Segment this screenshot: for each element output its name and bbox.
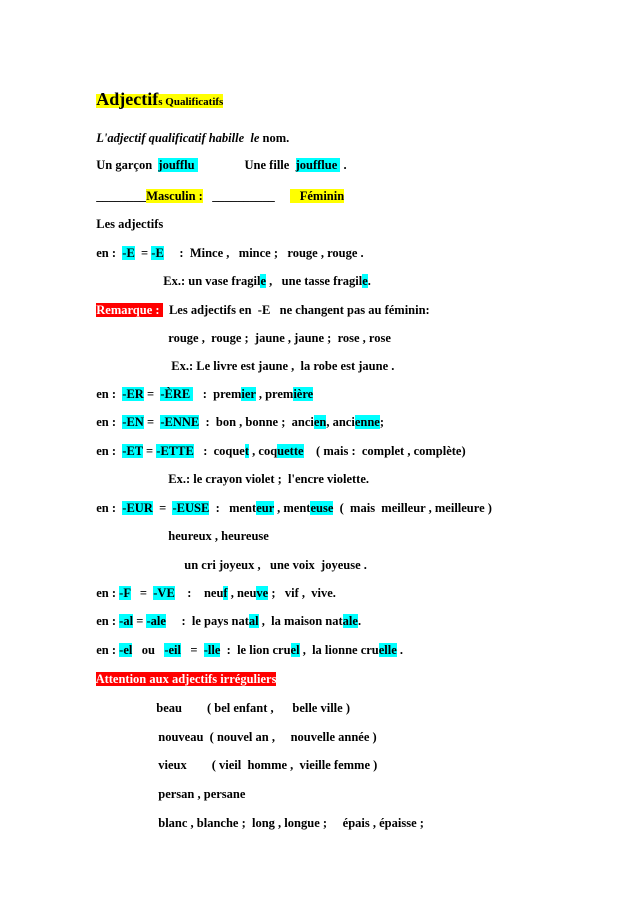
- text: en :: [96, 501, 123, 515]
- hl: e: [362, 274, 368, 288]
- suffix-fem: -E: [151, 246, 164, 260]
- definition-italic: L'adjectif qualificatif habille le: [96, 131, 260, 145]
- text: , la lionne cru: [299, 643, 379, 657]
- suffix-masc: -ET: [122, 444, 143, 458]
- text: Une fille: [197, 158, 296, 172]
- text: =: [133, 614, 147, 628]
- text: : prem: [193, 387, 242, 401]
- suffix-fem: -EUSE: [172, 501, 210, 515]
- text: .: [367, 274, 371, 288]
- hl: ve: [256, 586, 269, 600]
- irregular-persan: [152, 770, 245, 802]
- rule: __________: [202, 189, 291, 203]
- text: , anci: [326, 415, 355, 429]
- text: =: [142, 444, 157, 458]
- text: Ex.: le crayon violet ; l'encre violette.: [168, 472, 369, 486]
- text: beau ( bel enfant , belle ville ): [156, 701, 350, 715]
- definition-rest: nom.: [259, 131, 290, 145]
- rule: ________: [96, 189, 147, 203]
- text: .: [357, 614, 362, 628]
- text: =: [143, 415, 161, 429]
- text: blanc , blanche ; long , longue ; épais , épaisse ;: [158, 816, 424, 830]
- masculin-label: Masculin :: [146, 189, 203, 203]
- suffix-masc: -E: [122, 246, 135, 260]
- hl: enne: [354, 415, 380, 429]
- text: ( mais meilleur , meilleure ): [333, 501, 492, 515]
- text: persan , persane: [158, 787, 246, 801]
- hl: ier: [241, 387, 256, 401]
- suffix-fem: -ÈRE: [160, 387, 194, 401]
- text: vieux ( vieil homme , vieille femme ): [158, 758, 378, 772]
- text: : ment: [209, 501, 257, 515]
- suffix-fem: -lle: [203, 643, 221, 657]
- suffix-masc: -F: [119, 586, 131, 600]
- text: : Mince , mince ; rouge , rouge .: [163, 246, 364, 260]
- irregular-blanc: [152, 799, 424, 831]
- text: =: [152, 501, 173, 515]
- text: ou: [132, 643, 165, 657]
- example-fragile: [157, 257, 371, 289]
- hl: f: [223, 586, 228, 600]
- text: ;: [379, 415, 384, 429]
- feminin-label: Féminin: [290, 189, 345, 203]
- irregular-beau: [150, 684, 350, 716]
- text: =: [134, 246, 152, 260]
- text: =: [180, 643, 204, 657]
- text: : coque: [193, 444, 245, 458]
- hl: el: [290, 643, 300, 657]
- text: en :: [96, 387, 123, 401]
- hl: t: [244, 444, 250, 458]
- suffix-masc: -EN: [122, 415, 144, 429]
- title-sub: s Qualificatifs: [158, 96, 224, 108]
- text: nouveau ( nouvel an , nouvelle année ): [158, 730, 377, 744]
- text: ( mais : complet , complète): [303, 444, 466, 458]
- text: en :: [96, 586, 120, 600]
- text: ; vif , vive.: [268, 586, 336, 600]
- text: en :: [96, 246, 123, 260]
- text: , la maison nat: [258, 614, 343, 628]
- hl: elle: [378, 643, 397, 657]
- text: en :: [96, 614, 120, 628]
- text: en :: [96, 643, 120, 657]
- les-adjectifs-label: Les adjectifs: [96, 217, 164, 231]
- text: Ex.: Le livre est jaune , la robe est jaune .: [171, 359, 395, 373]
- suffix-fem: -VE: [153, 586, 175, 600]
- hl: ière: [293, 387, 314, 401]
- text: : neu: [174, 586, 224, 600]
- doc-title: [90, 75, 223, 110]
- suffix-fem: -ale: [146, 614, 166, 628]
- text: en :: [96, 415, 123, 429]
- highlight-joufflu: joufflu: [158, 158, 198, 172]
- hl: eur: [256, 501, 275, 515]
- text: en :: [96, 444, 123, 458]
- suffix-el: -el: [119, 643, 133, 657]
- rule-eur: [90, 484, 492, 516]
- title-main: Adjectif: [96, 89, 159, 109]
- text: : le lion cru: [220, 643, 291, 657]
- hl: euse: [310, 501, 334, 515]
- suffix-masc: -EUR: [122, 501, 153, 515]
- highlight-joufflue: joufflue: [295, 158, 341, 172]
- text: , coq: [249, 444, 278, 458]
- suffix-eil: -eil: [164, 643, 181, 657]
- text: .: [396, 643, 404, 657]
- text: : bon , bonne ; anci: [199, 415, 314, 429]
- text: =: [143, 387, 161, 401]
- text: heureux , heureuse: [168, 529, 269, 543]
- text: : le pays nat: [165, 614, 249, 628]
- hl: uette: [277, 444, 304, 458]
- text: Un garçon: [96, 158, 159, 172]
- suffix-masc: -al: [119, 614, 134, 628]
- text: , prem: [255, 387, 294, 401]
- suffix-masc: -ER: [122, 387, 144, 401]
- example-line-garcon: [90, 141, 347, 173]
- rule-en: [90, 398, 384, 430]
- text: , neu: [227, 586, 257, 600]
- text: Ex.: un vase fragil: [163, 274, 261, 288]
- example-crayon: [162, 455, 369, 487]
- section-heading: [90, 200, 163, 232]
- rule-el: [90, 626, 403, 658]
- suffix-fem: -ETTE: [156, 444, 194, 458]
- attention-badge: Attention aux adjectifs irréguliers: [95, 672, 277, 686]
- irregular-heading: [90, 655, 276, 687]
- rule-al: [90, 597, 361, 629]
- suffix-fem: -ENNE: [160, 415, 200, 429]
- text: =: [130, 586, 154, 600]
- irregular-vieux: [152, 741, 377, 773]
- text: , ment: [274, 501, 311, 515]
- text: un cri joyeux , une voix joyeuse .: [184, 558, 367, 572]
- example-heureux: [162, 512, 269, 544]
- text: Les adjectifs en -E ne changent pas au féminin:: [162, 303, 430, 317]
- text: rouge , rouge ; jaune , jaune ; rose , rose: [168, 331, 391, 345]
- hl: e: [260, 274, 267, 288]
- hl: en: [313, 415, 327, 429]
- hl: al: [248, 614, 259, 628]
- remarque-badge: Remarque :: [96, 303, 163, 317]
- text: , une tasse fragil: [266, 274, 363, 288]
- text: .: [340, 158, 347, 172]
- hl: ale: [342, 614, 358, 628]
